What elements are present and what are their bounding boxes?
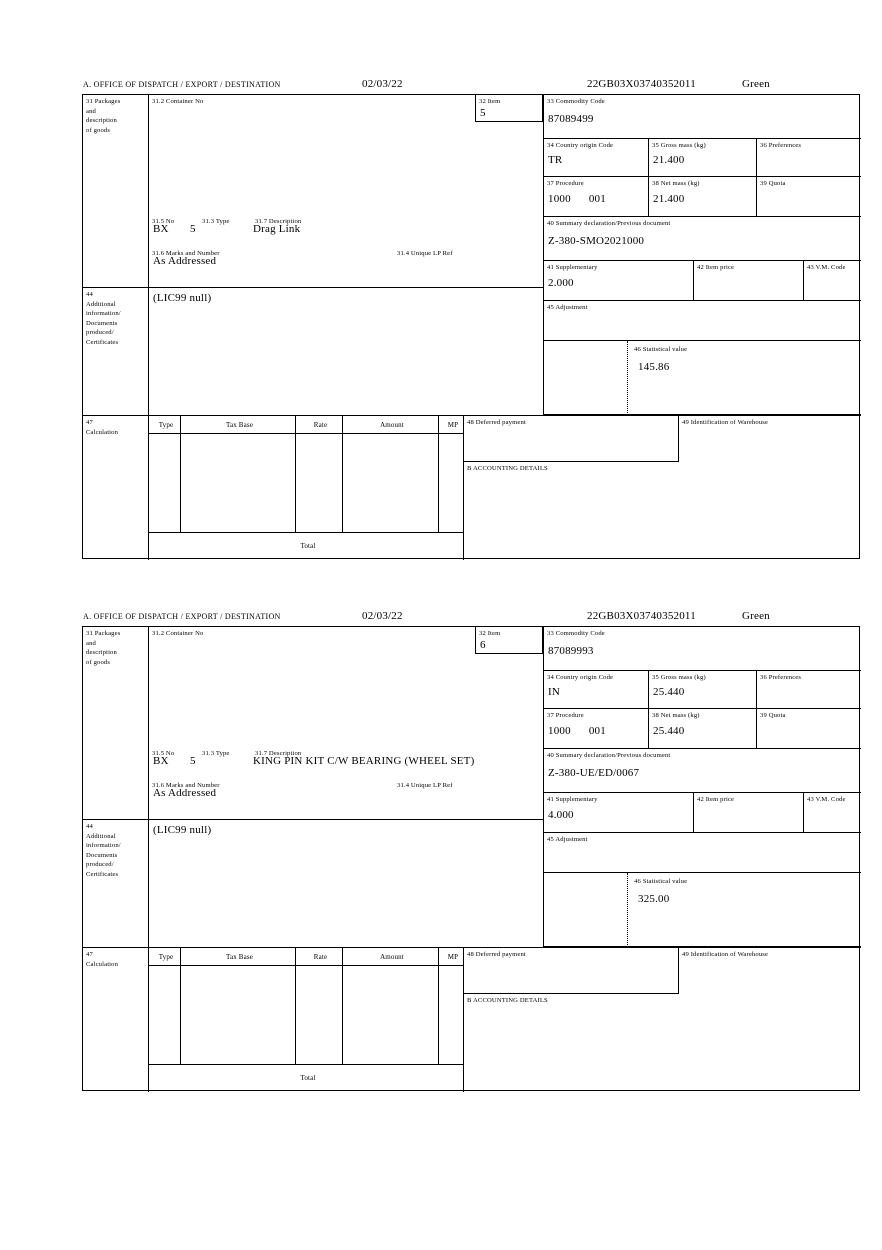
box-38-label: 38 Net mass (kg): [652, 180, 700, 187]
box-36-preferences: [756, 671, 861, 709]
box-45-adjustment: [543, 833, 861, 873]
declaration-frame-2: [82, 626, 860, 1091]
box-46-label: 46 Statistical value: [634, 878, 688, 885]
box-31-label: 31 Packages and description of goods: [86, 98, 121, 134]
calc-col-mp-header: MP: [439, 416, 464, 434]
box-40-previous-document: [543, 217, 861, 261]
box-32-label: 32 Item: [479, 630, 501, 637]
package-count-value: 5: [190, 755, 196, 767]
box-44-label: 44 Additional information/ Documents produced/ Certificates: [83, 819, 148, 947]
additional-information-value: (LIC99 null): [153, 292, 212, 304]
declaration-date: 02/03/22: [362, 78, 403, 90]
box-31-3-type-label: 31.3 Type: [202, 218, 230, 225]
office-of-dispatch-label: A. OFFICE OF DISPATCH / EXPORT / DESTINATION: [83, 80, 281, 89]
box-48-deferred-payment: [463, 947, 678, 994]
box-31-6-marks-label: 31.6 Marks and Number: [152, 250, 220, 257]
box-31-5-no-label: 31.5 No: [152, 218, 175, 225]
goods-description-value: KING PIN KIT C/W BEARING (WHEEL SET): [253, 755, 475, 767]
statistical-value: 145.86: [638, 361, 670, 373]
box-43-label: 43 V.M. Code: [807, 264, 846, 271]
calc-col-type-header: Type: [149, 416, 181, 434]
net-mass-value: 25.440: [653, 724, 685, 737]
box-31-2-container-no-label: 31.2 Container No: [152, 630, 204, 637]
movement-reference-number: 22GB03X03740352011: [587, 78, 696, 90]
box-37-label: 37 Procedure: [547, 712, 584, 719]
box-47-label: 47 Calculation: [83, 947, 148, 1092]
box-44-additional-information: [148, 287, 543, 415]
box-41-label: 41 Supplementary: [547, 796, 598, 803]
box-34-label: 34 Country origin Code: [547, 674, 614, 681]
declaration-date: 02/03/22: [362, 610, 403, 622]
commodity-code-value: 87089499: [548, 112, 594, 125]
gross-mass-value: 25.440: [653, 685, 685, 698]
box-31-7-description-label: 31.7 Description: [255, 750, 302, 757]
calc-total-row: [149, 532, 464, 561]
additional-information-value: (LIC99 null): [153, 824, 212, 836]
box-49-warehouse: [678, 415, 861, 462]
box-46-region: [543, 873, 861, 947]
box-32-item: [475, 95, 543, 122]
box-39-quota: [756, 177, 861, 217]
box-45-label: 45 Adjustment: [547, 304, 588, 311]
box-31-6-marks-label: 31.6 Marks and Number: [152, 782, 220, 789]
box-37-procedure: [543, 709, 648, 749]
box-b-label: B ACCOUNTING DETAILS: [467, 997, 548, 1004]
box-37-label: 37 Procedure: [547, 180, 584, 187]
box-40-label: 40 Summary declaration/Previous document: [547, 752, 671, 759]
procedure-code-1: 1000: [548, 724, 571, 737]
box-46-dotted-separator: [627, 341, 628, 415]
package-count-value: 5: [190, 223, 196, 235]
box-32-item: [475, 627, 543, 654]
box-48-deferred-payment: [463, 415, 678, 462]
declaration-frame-1: [82, 94, 860, 559]
box-34-label: 34 Country origin Code: [547, 142, 614, 149]
box-31-5-no-label: 31.5 No: [152, 750, 175, 757]
box-43-vm-code: [803, 261, 861, 301]
calc-cell-taxbase: [181, 434, 296, 532]
box-35-gross-mass: [648, 139, 756, 177]
box-37-procedure: [543, 177, 648, 217]
box-47-calculation-table: [148, 415, 463, 560]
box-31-3-type-label: 31.3 Type: [202, 750, 230, 757]
calc-cell-amount: [343, 966, 439, 1064]
box-34-country-origin: [543, 139, 648, 177]
calc-col-rate-header: Rate: [296, 416, 343, 434]
box-35-label: 35 Gross mass (kg): [652, 142, 706, 149]
box-47-label: 47 Calculation: [83, 415, 148, 560]
commodity-code-value: 87089993: [548, 644, 594, 657]
box-48-label: 48 Deferred payment: [467, 951, 526, 958]
box-31-goods-area: [148, 627, 543, 819]
previous-document-value: Z-380-SMO2021000: [548, 234, 645, 247]
calc-col-rate-header: Rate: [296, 948, 343, 966]
box-33-commodity-code: [543, 627, 861, 671]
box-49-warehouse: [678, 947, 861, 994]
procedure-code-2: 001: [588, 724, 606, 737]
box-39-label: 39 Quota: [760, 712, 786, 719]
box-b-accounting-details: [463, 994, 861, 1092]
box-31-goods-area: [148, 95, 543, 287]
box-43-label: 43 V.M. Code: [807, 796, 846, 803]
box-42-item-price: [693, 261, 803, 301]
supplementary-units-value: 2.000: [548, 276, 574, 289]
item-number-value: 5: [480, 106, 486, 119]
procedure-code-1: 1000: [548, 192, 571, 205]
box-40-previous-document: [543, 749, 861, 793]
form-header-2: [82, 610, 860, 626]
box-b-label: B ACCOUNTING DETAILS: [467, 465, 548, 472]
box-43-vm-code: [803, 793, 861, 833]
marks-and-number-value: As Addressed: [153, 787, 217, 799]
box-39-quota: [756, 709, 861, 749]
package-type-value: BX: [153, 755, 169, 767]
calc-col-amount-header: Amount: [343, 948, 439, 966]
box-45-label: 45 Adjustment: [547, 836, 588, 843]
box-36-preferences: [756, 139, 861, 177]
calc-col-type-header: Type: [149, 948, 181, 966]
box-40-label: 40 Summary declaration/Previous document: [547, 220, 671, 227]
routing-lane: Green: [742, 610, 770, 622]
calc-cell-mp: [439, 966, 464, 1064]
procedure-code-2: 001: [588, 192, 606, 205]
box-42-label: 42 Item price: [697, 264, 735, 271]
calc-cell-amount: [343, 434, 439, 532]
box-46-dotted-separator: [627, 873, 628, 947]
calc-total-label: Total: [300, 542, 316, 550]
box-41-label: 41 Supplementary: [547, 264, 598, 271]
box-34-country-origin: [543, 671, 648, 709]
calc-cell-type: [149, 966, 181, 1064]
calc-cell-mp: [439, 434, 464, 532]
box-31-4-lp-ref-label: 31.4 Unique LP Ref: [397, 250, 453, 257]
box-41-supplementary: [543, 261, 693, 301]
box-35-gross-mass: [648, 671, 756, 709]
statistical-value: 325.00: [638, 893, 670, 905]
box-31-label: 31 Packages and description of goods: [86, 630, 121, 666]
supplementary-units-value: 4.000: [548, 808, 574, 821]
routing-lane: Green: [742, 78, 770, 90]
calc-col-amount-header: Amount: [343, 416, 439, 434]
box-46-label: 46 Statistical value: [634, 346, 688, 353]
box-38-net-mass: [648, 177, 756, 217]
calc-total-label: Total: [300, 1074, 316, 1082]
calc-col-taxbase-header: Tax Base: [181, 948, 296, 966]
box-38-label: 38 Net mass (kg): [652, 712, 700, 719]
box-36-label: 36 Preferences: [760, 142, 802, 149]
box-31-2-container-no-label: 31.2 Container No: [152, 98, 204, 105]
calc-col-taxbase-header: Tax Base: [181, 416, 296, 434]
box-45-adjustment: [543, 301, 861, 341]
box-38-net-mass: [648, 709, 756, 749]
box-36-label: 36 Preferences: [760, 674, 802, 681]
calc-cell-rate: [296, 434, 343, 532]
box-35-label: 35 Gross mass (kg): [652, 674, 706, 681]
box-32-label: 32 Item: [479, 98, 501, 105]
box-41-supplementary: [543, 793, 693, 833]
box-42-label: 42 Item price: [697, 796, 735, 803]
gross-mass-value: 21.400: [653, 153, 685, 166]
box-33-label: 33 Commodity Code: [547, 630, 605, 637]
country-origin-value: TR: [548, 153, 563, 166]
previous-document-value: Z-380-UE/ED/0067: [548, 766, 640, 779]
calc-total-row: [149, 1064, 464, 1093]
box-48-label: 48 Deferred payment: [467, 419, 526, 426]
box-47-calculation-table: [148, 947, 463, 1092]
box-31-7-description-label: 31.7 Description: [255, 218, 302, 225]
form-header-1: [82, 78, 860, 94]
calc-cell-taxbase: [181, 966, 296, 1064]
movement-reference-number: 22GB03X03740352011: [587, 610, 696, 622]
net-mass-value: 21.400: [653, 192, 685, 205]
customs-declaration-form-1: [82, 78, 860, 559]
box-44-label: 44 Additional information/ Documents produced/ Certificates: [83, 287, 148, 415]
package-type-value: BX: [153, 223, 169, 235]
box-49-label: 49 Identification of Warehouse: [682, 419, 769, 426]
country-origin-value: IN: [548, 685, 561, 698]
box-39-label: 39 Quota: [760, 180, 786, 187]
calc-cell-type: [149, 434, 181, 532]
box-33-commodity-code: [543, 95, 861, 139]
office-of-dispatch-label: A. OFFICE OF DISPATCH / EXPORT / DESTINATION: [83, 612, 281, 621]
customs-declaration-form-2: [82, 610, 860, 1091]
box-49-label: 49 Identification of Warehouse: [682, 951, 769, 958]
box-44-additional-information: [148, 819, 543, 947]
calc-cell-rate: [296, 966, 343, 1064]
box-33-label: 33 Commodity Code: [547, 98, 605, 105]
box-31-4-lp-ref-label: 31.4 Unique LP Ref: [397, 782, 453, 789]
marks-and-number-value: As Addressed: [153, 255, 217, 267]
calc-col-mp-header: MP: [439, 948, 464, 966]
goods-description-value: Drag Link: [253, 223, 301, 235]
box-b-accounting-details: [463, 462, 861, 560]
box-42-item-price: [693, 793, 803, 833]
item-number-value: 6: [480, 638, 486, 651]
box-46-region: [543, 341, 861, 415]
